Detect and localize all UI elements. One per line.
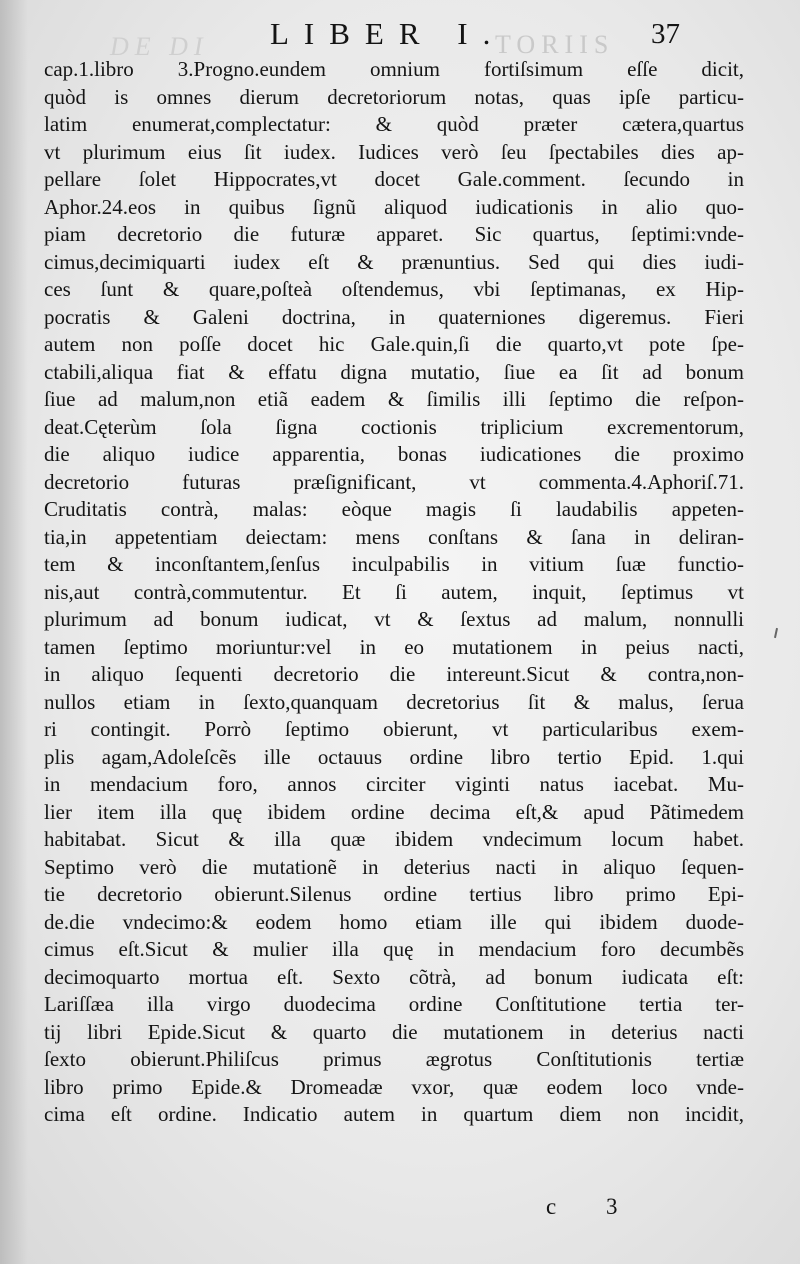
text-line: tem & inconſtantem,ſenſus inculpabilis in vitium ſuæ functio- [44, 552, 744, 576]
text-line: ces ſunt & quare,poſteà oſtendemus, vbi ſeptimanas, ex Hip- [44, 277, 744, 301]
text-line: ſexto obierunt.Philiſcus primus ægrotus Conſtitutionis tertiæ [44, 1047, 744, 1071]
text-line: tamen ſeptimo moriuntur:vel in eo mutationem in peius nacti, [44, 634, 744, 659]
text-line: Septimo verò die mutationẽ in deterius nacti in aliquo ſequen- [44, 854, 744, 879]
text-line: deat.Cęterùm ſola ſigna coctionis triplicium excrementorum, [44, 414, 744, 439]
bleed-through-text-right: TORIIS [495, 30, 615, 59]
text-line: decimoquarto mortua eſt. Sexto cõtrà, ad bonum iudicata eſt: [44, 964, 744, 989]
book-title: LIBER I. [270, 16, 506, 51]
text-line: ctabili,aliqua fiat & effatu digna mutatio, ſiue ea ſit ad bonum [44, 359, 744, 384]
text-line: tia,in appetentiam deiectam: mens conſtans & ſana in deliran- [44, 524, 744, 549]
text-line: cap.1.libro 3.Progno.eundem omnium fortiſsimum eſſe dicit, [44, 57, 744, 81]
gutter-shadow [0, 0, 28, 1264]
text-line: ri contingit. Porrò ſeptimo obierunt, vt particularibus exem- [44, 717, 744, 741]
text-line: cima eſt ordine. Indicatio autem in quartum diem non incidit, [44, 1102, 744, 1126]
text-line: vt plurimum eius ſit iudex. Iudices verò ſeu ſpectabiles dies ap- [44, 139, 744, 164]
text-line: lier item illa quę ibidem ordine decima eſt,& apud Pãtimedem [44, 799, 744, 824]
text-line: Cruditatis contrà, malas: eòque magis ſi laudabilis appeten- [44, 497, 744, 521]
text-line: quòd is omnes dierum decretoriorum notas, quas ipſe particu- [44, 84, 744, 109]
text-line: cimus,decimiquarti iudex eſt & prænuntius. Sed qui dies iudi- [44, 249, 744, 274]
text-line: nullos etiam in ſexto,quanquam decretorius ſit & malus, ſerua [44, 689, 744, 714]
text-line: Lariſſæa illa virgo duodecima ordine Conſtitutione tertia ter- [44, 992, 744, 1016]
text-line: in aliquo ſequenti decretorio die intereunt.Sicut & contra,non- [44, 662, 744, 686]
text-line: tie decretorio obierunt.Silenus ordine tertius libro primo Epi- [44, 882, 744, 906]
bleed-through-text-left: DE DI [110, 32, 209, 61]
running-header [0, 14, 800, 61]
text-line: decretorio futuras præſignificant, vt commenta.4.Aphoriſ.71. [44, 469, 744, 494]
text-line: autem non poſſe docet hic Gale.quin,ſi die quarto,vt pote ſpe- [44, 332, 744, 356]
text-line: latim enumerat,complectatur: & quòd præter cætera,quartus [44, 112, 744, 136]
text-line: piam decretorio die futuræ apparet. Sic quartus, ſeptimi:vnde- [44, 222, 744, 246]
stray-mark [774, 628, 778, 638]
text-line: plis agam,Adoleſcẽs ille octauus ordine libro tertio Epid. 1.qui [44, 744, 744, 769]
text-line: die aliquo iudice apparentia, bonas iudicationes die proximo [44, 442, 744, 466]
signature-mark: c 3 [546, 1194, 640, 1219]
text-line: Aphor.24.eos in quibus ſignũ aliquod iudicationis in alio quo- [44, 194, 744, 219]
body-text [44, 56, 744, 1129]
text-line: plurimum ad bonum iudicat, vt & ſextus ad malum, nonnulli [44, 607, 744, 631]
text-line: pellare ſolet Hippocrates,vt docet Gale.comment. ſecundo in [44, 167, 744, 191]
text-line: tij libri Epide.Sicut & quarto die mutationem in deterius nacti [44, 1019, 744, 1044]
text-line: nis,aut contrà,commutentur. Et ſi autem, inquit, ſeptimus vt [44, 579, 744, 604]
text-line: ſiue ad malum,non etiã eadem & ſimilis illi ſeptimo die reſpon- [44, 387, 744, 411]
page-number: 37 [651, 18, 680, 50]
page-footer [0, 1190, 800, 1230]
text-line: in mendacium foro, annos circiter viginti natus iacebat. Mu- [44, 772, 744, 796]
text-line: libro primo Epide.& Dromeadæ vxor, quæ eodem loco vnde- [44, 1074, 744, 1099]
text-line: de.die vndecimo:& eodem homo etiam ille qui ibidem duode- [44, 909, 744, 934]
text-line: habitabat. Sicut & illa quæ ibidem vndecimum locum habet. [44, 827, 744, 851]
text-line: pocratis & Galeni doctrina, in quaterniones digeremus. Fieri [44, 304, 744, 329]
text-line: cimus eſt.Sicut & mulier illa quę in mendacium foro decumbẽs [44, 937, 744, 961]
